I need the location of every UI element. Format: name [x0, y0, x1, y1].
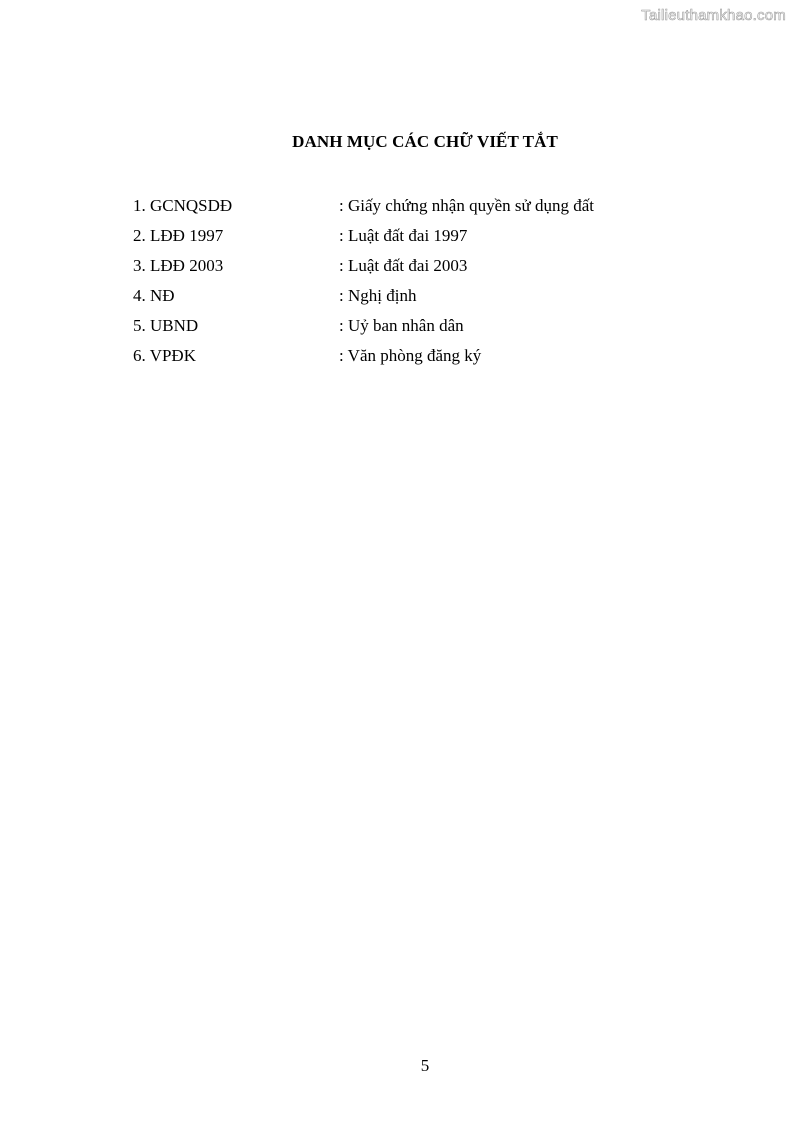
abbreviation-row — [133, 311, 594, 341]
abbreviation-definition: : Uỷ ban nhân dân — [339, 316, 464, 335]
abbreviation-row — [133, 191, 594, 221]
abbreviation-row — [133, 281, 594, 311]
abbreviation-definition: : Luật đất đai 2003 — [339, 256, 468, 275]
abbreviation-term: 1. GCNQSDĐ — [133, 196, 233, 215]
abbreviation-definition: : Văn phòng đăng ký — [339, 346, 482, 365]
abbreviation-term: 3. LĐĐ 2003 — [133, 256, 224, 275]
abbreviation-row — [133, 341, 594, 371]
abbreviation-definition: : Nghị định — [339, 286, 417, 305]
page-title: DANH MỤC CÁC CHỮ VIẾT TẮT — [292, 132, 558, 151]
abbreviation-row — [133, 221, 594, 251]
abbreviation-list — [133, 191, 594, 371]
watermark-text: Tailieuthamkhao.com — [641, 7, 786, 24]
page-number: 5 — [420, 1056, 430, 1075]
abbreviation-row — [133, 251, 594, 281]
abbreviation-term: 2. LĐĐ 1997 — [133, 226, 224, 245]
abbreviation-definition: : Giấy chứng nhận quyền sử dụng đất — [339, 196, 594, 215]
abbreviation-term: 6. VPĐK — [133, 346, 196, 365]
abbreviation-term: 4. NĐ — [133, 286, 175, 305]
abbreviation-definition: : Luật đất đai 1997 — [339, 226, 468, 245]
abbreviation-term: 5. UBND — [133, 316, 199, 335]
